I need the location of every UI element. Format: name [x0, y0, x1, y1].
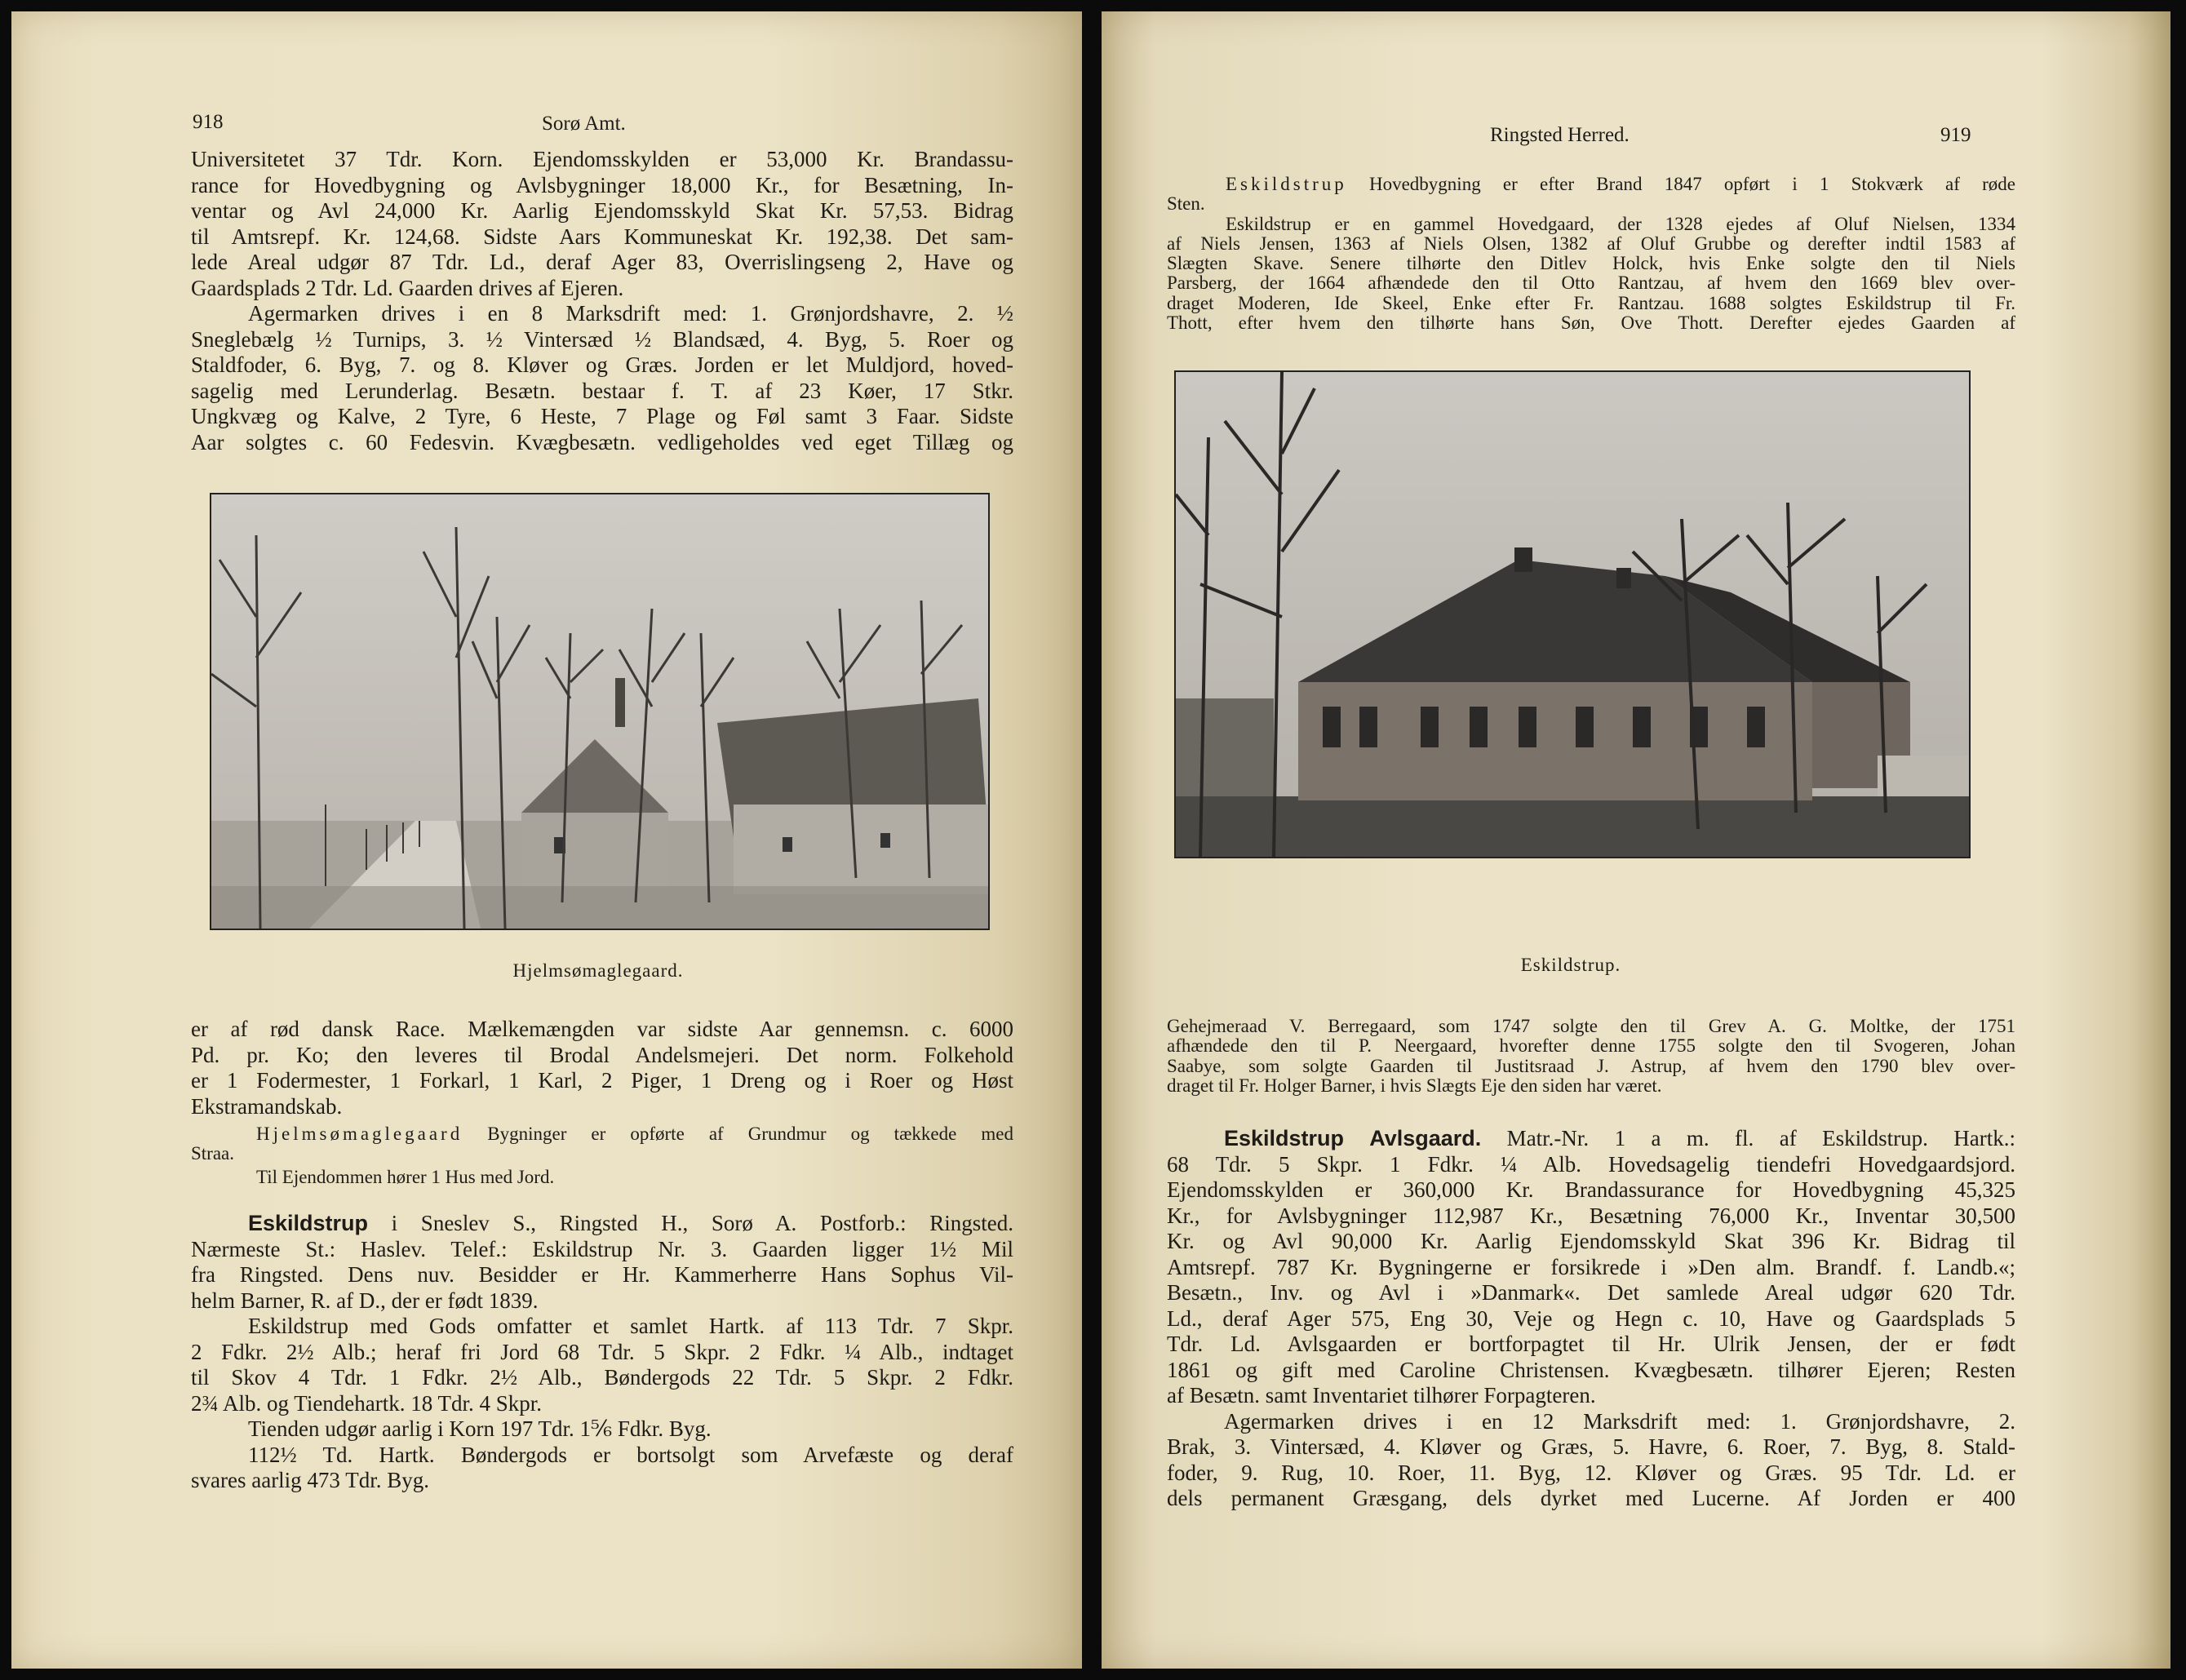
page-number: 919: [1940, 124, 1971, 146]
text-line: ventar og Avl 24,000 Kr. Aarlig Ejendomsskyld Skat Kr. 57,53. Bidrag: [191, 198, 1013, 223]
page-number: 918: [193, 111, 224, 133]
text-line: Straa.: [191, 1143, 235, 1164]
text-line: Saabye, som solgte Gaarden til Justitsraad J. Astrup, af hvem den 1790 blev over-: [1167, 1055, 2015, 1076]
text-line: Kr. og Avl 90,000 Kr. Aarlig Ejendomsskyld Skat 396 Kr. Bidrag til: [1167, 1229, 2015, 1253]
paragraph-3: [191, 1017, 1013, 1119]
text-line: 1861 og gift med Caroline Christensen. Kvægbesætn. tilhører Ejeren; Resten: [1167, 1357, 2015, 1382]
building-note: [191, 1124, 1013, 1187]
text-line: Nærmeste St.: Haslev. Telef.: Eskildstrup Nr. 3. Gaarden ligger 1½ Mil: [191, 1236, 1013, 1261]
text-line: er af rød dansk Race. Mælkemængden var sidste Aar gennemsn. c. 6000: [191, 1017, 1013, 1041]
text-line: Agermarken drives i en 12 Marksdrift med: 1. Grønjordshavre, 2.: [1224, 1408, 2015, 1434]
text-line: 2 Fdkr. 2½ Alb.; heraf fri Jord 68 Tdr. 5 Skpr. 2 Fdkr. ¼ Alb., indtaget: [191, 1339, 1013, 1364]
text-line: Eskildstrup er en gammel Hovedgaard, der 1328 ejedes af Oluf Nielsen, 1334: [1226, 213, 2015, 234]
text-line: Aar solgtes c. 60 Fedesvin. Kvægbesætn. vedligeholdes ved eget Tillæg og: [191, 429, 1013, 454]
text-line: helm Barner, R. af D., der er født 1839.: [191, 1288, 539, 1313]
text-line: Amtsrepf. 787 Kr. Bygningerne er forsikrede i »Den alm. Brandf. f. Landb.«;: [1167, 1254, 2015, 1279]
text-line: til Skov 4 Tdr. 1 Fdkr. 2½ Alb., Bøndergods 22 Tdr. 5 Skpr. 2 Fdkr.: [191, 1365, 1013, 1390]
photo-caption: Hjelmsømaglegaard.: [512, 960, 684, 981]
text-line: Staldfoder, 6. Byg, 7. og 8. Kløver og Græs. Jorden er let Muldjord, hoved-: [191, 352, 1013, 377]
text-line: Eskildstrup med Gods omfatter et samlet Hartk. af 113 Tdr. 7 Skpr.: [248, 1314, 1013, 1338]
text-line: til Amtsrepf. Kr. 124,68. Sidste Aars Kommuneskat Kr. 192,38. Det sam-: [191, 224, 1013, 249]
text-line: sagelig med Lerunderlag. Besætn. bestaar f. T. af 23 Køer, 17 Stkr.: [191, 378, 1013, 403]
note-name: Hjelmsømaglegaard: [256, 1124, 463, 1144]
text-line: af Besætn. samt Inventariet tilhører Forpagteren.: [1167, 1383, 1596, 1407]
text-line: draget til Fr. Holger Barner, i hvis Slægts Eje den siden har været.: [1167, 1075, 1662, 1096]
text-line: svares aarlig 473 Tdr. Byg.: [191, 1468, 429, 1492]
text-line: Kr., for Avlsbygninger 112,987 Kr., Besætning 76,000 Kr., Inventar 30,500: [1167, 1203, 2015, 1228]
text-line: Universitetet 37 Tdr. Korn. Ejendomsskylden er 53,000 Kr. Brandassu-: [191, 147, 1013, 171]
text-line: Til Ejendommen hører 1 Hus med Jord.: [256, 1166, 555, 1187]
text-line: [191, 1211, 1013, 1237]
note-rest: Bygninger er opførte af Grundmur og tækkede med: [463, 1124, 1013, 1144]
text-line: 2¾ Alb. og Tiendehartk. 18 Tdr. 4 Skpr.: [191, 1390, 543, 1416]
text-line: Agermarken drives i en 8 Marksdrift med: 1. Grønjordshavre, 2. ½: [248, 301, 1013, 326]
right-page: [1102, 11, 2170, 1669]
running-head: Ringsted Herred.: [1490, 124, 1630, 146]
text-line: Brak, 3. Vintersæd, 4. Kløver og Græs, 5. Havre, 6. Roer, 7. Byg, 8. Stald-: [1167, 1434, 2015, 1459]
entry-text: Matr.-Nr. 1 a m. fl. af Eskildstrup. Hartk.:: [1481, 1126, 2016, 1150]
text-line: Sten.: [1167, 193, 1205, 215]
photo-caption: Eskildstrup.: [1520, 955, 1621, 975]
text-line: [1167, 175, 2015, 194]
text-line: [191, 1124, 1013, 1144]
text-line: Gaardsplads 2 Tdr. Ld. Gaarden drives af Ejeren.: [191, 275, 624, 300]
eskildstrup-entry: [191, 1211, 1013, 1494]
text-line: Ungkvæg og Kalve, 2 Tyre, 6 Heste, 7 Plage og Føl samt 3 Faar. Sidste: [191, 404, 1013, 428]
entry-text: i Sneslev S., Ringsted H., Sorø A. Postforb.: Ringsted.: [368, 1211, 1013, 1235]
text-line: Ejendomsskylden er 360,000 Kr. Brandassurance for Hovedbygning 45,325: [1167, 1177, 2015, 1202]
text-line: Ld., deraf Ager 575, Eng 30, Veje og Hegn c. 10, Have og Gaardsplads 5: [1167, 1305, 2015, 1331]
text-line: lede Areal udgør 87 Tdr. Ld., deraf Ager 83, Overrislingseng 2, Have og: [191, 250, 1013, 274]
text-line: 112½ Td. Hartk. Bøndergods er bortsolgt som Arvefæste og deraf: [248, 1442, 1013, 1467]
text-line: af Niels Jensen, 1363 af Niels Olsen, 1382 af Oluf Grubbe og derefter indtil 1583 af: [1167, 233, 2015, 254]
text-line: Pd. pr. Ko; den leveres til Brodal Andelsmejeri. Det norm. Folkehold: [191, 1042, 1013, 1067]
entry-heading: Eskildstrup: [248, 1211, 369, 1235]
text-line: afhændede den til P. Neergaard, hvorefter denne 1755 solgte den til Svogeren, Johan: [1167, 1035, 2015, 1057]
text-line: Besætn., Inv. og Avl i »Danmark«. Det samlede Areal udgør 620 Tdr.: [1167, 1280, 2015, 1305]
text-line: Ekstramandskab.: [191, 1093, 343, 1119]
text-line: 68 Tdr. 5 Skpr. 1 Fdkr. ¼ Alb. Hovedsagelig tiendefri Hovedgaardsjord.: [1167, 1151, 2015, 1177]
text-line: rance for Hovedbygning og Avlsbygninger 18,000 Kr., for Besætning, In-: [191, 172, 1013, 197]
text-line: Sneglebælg ½ Turnips, 3. ½ Vintersæd ½ Blandsæd, 4. Byg, 5. Roer og: [191, 326, 1013, 352]
intro-rest: Hovedbygning er efter Brand 1847 opført i 1 Stokværk af røde: [1346, 174, 2015, 194]
running-head: Sorø Amt.: [542, 113, 626, 135]
text-line: Slægten Skave. Senere tilhørte den Ditlev Holck, hvis Enke solgte den til Niels: [1167, 253, 2015, 274]
photo-eskildstrup: [1174, 370, 1971, 858]
paragraph-1: [191, 147, 1013, 455]
text-line: Thott, efter hvem den tilhørte hans Søn, Ove Thott. Derefter ejedes Gaarden af: [1167, 313, 2015, 334]
text-line: draget Moderen, Ide Skeel, Enke efter Fr. Rantzau. 1688 solgtes Eskildstrup til Fr.: [1167, 292, 2015, 313]
text-line: Tienden udgør aarlig i Korn 197 Tdr. 1⅚ Fdkr. Byg.: [248, 1416, 712, 1441]
photo-hjelmsomaglegaard: [210, 493, 990, 930]
text-line: foder, 9. Rug, 10. Roer, 11. Byg, 12. Kløver og Græs. 95 Tdr. Ld. er: [1167, 1460, 2015, 1485]
intro-name: Eskildstrup: [1226, 174, 1347, 194]
text-line: er 1 Fodermester, 1 Forkarl, 1 Karl, 2 Piger, 1 Dreng og i Roer og Høst: [191, 1068, 1013, 1093]
text-line: dels permanent Græsgang, dels dyrket med Lucerne. Af Jorden er 400: [1167, 1486, 2015, 1510]
history-note-2: [1167, 1017, 2015, 1096]
text-line: [1167, 1126, 2015, 1152]
avlsgaard-entry: [1167, 1126, 2015, 1512]
history-note: [1167, 175, 2015, 333]
left-page: [11, 11, 1082, 1669]
text-line: Tdr. Ld. Avlsgaarden er bortforpagtet til Hr. Ulrik Jensen, der er født: [1167, 1332, 2015, 1356]
entry-heading: Eskildstrup Avlsgaard.: [1224, 1126, 1482, 1150]
text-line: Gehejmeraad V. Berregaard, som 1747 solgte den til Grev A. G. Moltke, der 1751: [1167, 1016, 2015, 1036]
text-line: Parsberg, der 1664 afhændede den til Otto Rantzau, af hvem den 1669 blev over-: [1167, 273, 2015, 294]
text-line: fra Ringsted. Dens nuv. Besidder er Hr. Kammerherre Hans Sophus Vil-: [191, 1262, 1013, 1287]
